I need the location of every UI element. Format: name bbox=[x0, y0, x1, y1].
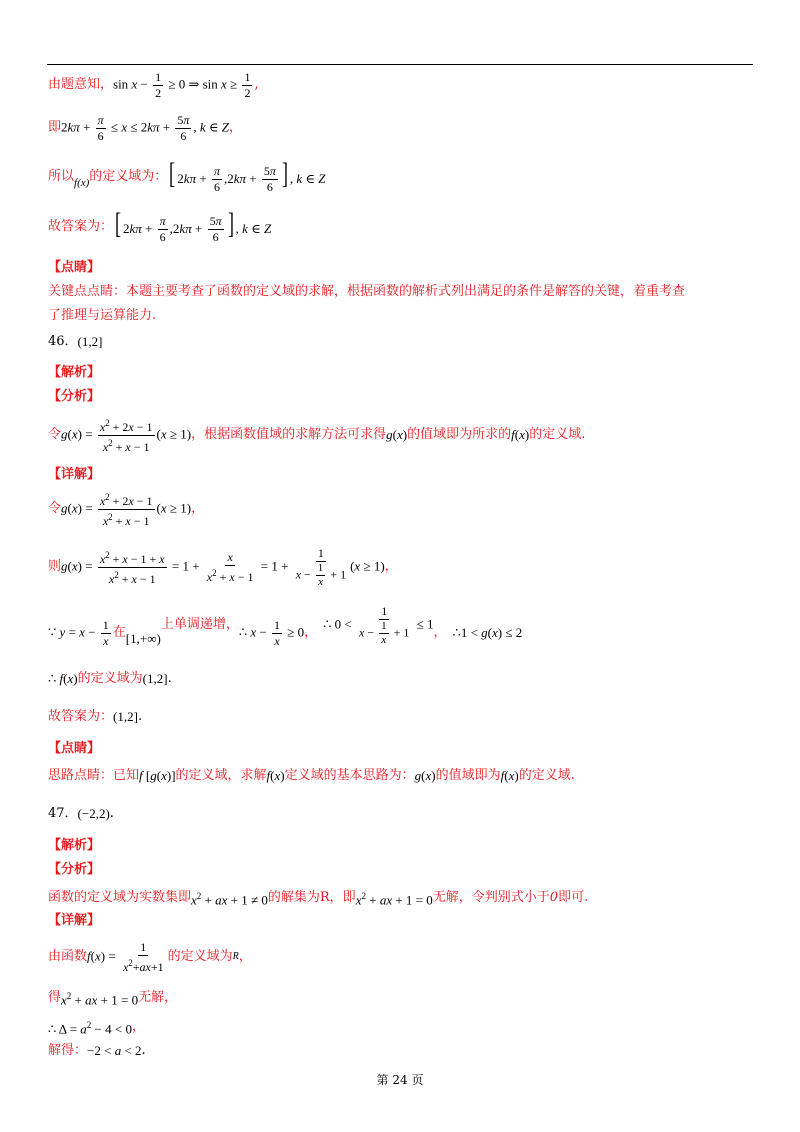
text: ，根据函数值域的求解方法可求得 bbox=[191, 427, 387, 442]
math-solution: −2 < a < 2 bbox=[87, 1043, 142, 1058]
section-heading-jiexi: 【解析】 bbox=[48, 365, 101, 380]
question-number: 47． bbox=[48, 806, 78, 821]
text: 的定义域为 bbox=[77, 671, 143, 686]
solution-line-2: 即 2kπ + $\frac{\pi}{6}$ ≤ x ≤ 2kπ + $\frac{5\pi}{6}$ , k ∈ Z ， bbox=[48, 112, 243, 143]
q47-fenxi-line bbox=[48, 887, 588, 909]
text: 函数的定义域为实数集即 bbox=[48, 890, 192, 906]
q46-detail-5: 故答案为： (1,2] . bbox=[48, 709, 143, 724]
math-g-def: g(x) = $\frac{x^2 + 2x - 1}{x^2 + x - 1}$ (x ≥ 1) bbox=[61, 491, 192, 528]
text: 无解，令判别式小于 bbox=[432, 890, 550, 906]
math-bound: ∴ 0 < 1 x − $\frac{1}{x}$ + 1 ≤ 1 bbox=[323, 603, 434, 646]
section-heading-xiangjie: 【详解】 bbox=[48, 467, 101, 482]
math-f-def: f(x) = $\frac{1}{x^2+ax+1}$ bbox=[87, 939, 164, 974]
text: 思路点睛：已知 bbox=[48, 768, 140, 783]
text: 则 bbox=[48, 559, 62, 574]
header-rule bbox=[47, 64, 753, 65]
text: 由题意知， bbox=[48, 77, 114, 92]
text: 得 bbox=[48, 990, 62, 1006]
math-eq: $x^2$ + ax + 1 = 0 bbox=[61, 991, 139, 1008]
math-fx: f(x) bbox=[511, 427, 530, 442]
solution-line-3 bbox=[48, 158, 326, 196]
q46-detail-2: 则 g(x) = $\frac{x^2 + x - 1 + x}{x^2 + x - 1}$ = 1 + $\frac{x}{x^2 + x - 1}$ = 1 + 1 x − $\frac{1}{x}$ + 1 (x ≥ 1) ， bbox=[48, 545, 398, 588]
text: 无解， bbox=[138, 990, 178, 1006]
answer: (1,2] bbox=[77, 334, 103, 349]
section-heading-dianjing: 【点睛】 bbox=[48, 260, 101, 275]
math-fx: f(x) bbox=[500, 768, 519, 783]
solution-line-4 bbox=[48, 208, 271, 246]
math-inequality: sin x − $\frac{1}{2}$ ≥ 0 ⇒ sin x ≥ $\frac{1}{2}$ bbox=[113, 69, 251, 100]
q46-detail-1: 令 g(x) = $\frac{x^2 + 2x - 1}{x^2 + x - 1}$ (x ≥ 1) ， bbox=[48, 491, 205, 528]
math-fx: f(x) bbox=[266, 768, 285, 783]
math-gx: g(x) bbox=[414, 768, 436, 783]
section-heading-fenxi: 【分析】 bbox=[48, 862, 101, 877]
text: 即可. bbox=[558, 890, 589, 906]
text: 0 bbox=[549, 890, 559, 906]
q47-detail-1: 由函数 f(x) = $\frac{1}{x^2+ax+1}$ 的定义域为 R ， bbox=[48, 939, 252, 974]
q47-detail-4: 解得： −2 < a < 2 . bbox=[48, 1043, 146, 1058]
question-47-header: 47． (−2,2) . bbox=[48, 806, 114, 821]
dianjing-body-2: 了推理与运算能力. bbox=[48, 308, 157, 323]
q46-fenxi-line bbox=[48, 417, 585, 453]
text: 的定义域. bbox=[518, 768, 575, 783]
text: 解得： bbox=[48, 1043, 88, 1058]
q46-dianjing-body bbox=[48, 767, 575, 785]
question-46-header bbox=[48, 333, 102, 351]
section-heading-fenxi: 【分析】 bbox=[48, 389, 101, 404]
math-fgx: f [g(x)] bbox=[139, 768, 176, 783]
math-fx: ∴ f(x) bbox=[48, 671, 78, 686]
math-fx: f(x) bbox=[74, 177, 90, 189]
text: 的定义域为 bbox=[167, 949, 233, 964]
text: 所以 bbox=[48, 169, 75, 184]
text: 的值域即为所求的 bbox=[407, 427, 512, 442]
section-heading-dianjing: 【点睛】 bbox=[48, 741, 101, 756]
math-eq: $x^2$ + ax + 1 = 0 bbox=[355, 891, 433, 908]
dianjing-body-1: 关键点点睛：本题主要考查了函数的定义域的求解，根据函数的解析式列出满足的条件是解答的关键，着重考查 bbox=[48, 284, 686, 299]
math-g-def: g(x) = $\frac{x^2 + 2x - 1}{x^2 + x - 1}$ (x ≥ 1) bbox=[61, 417, 192, 454]
math-R: R bbox=[232, 951, 239, 962]
text: 的定义域为： bbox=[89, 169, 168, 184]
text: 令 bbox=[48, 501, 62, 516]
math-interval: [1,+∞) bbox=[125, 631, 161, 646]
text: 令 bbox=[48, 427, 62, 442]
text: 故答案为： bbox=[48, 219, 114, 234]
text: 的定义域. bbox=[529, 427, 586, 442]
text: 由函数 bbox=[48, 949, 88, 964]
text: 故答案为： bbox=[48, 709, 114, 724]
q47-detail-3: ∴ $\Delta = a^2 - 4 < 0$ ， bbox=[48, 1016, 145, 1038]
text: 的定义域，求解 bbox=[175, 768, 267, 783]
math-interval: [ 2kπ + $\frac{\pi}{6}$ ,2kπ + $\frac{5\pi}{6}$ ] , k ∈ Z bbox=[169, 156, 326, 195]
question-number: 46． bbox=[48, 334, 78, 349]
math-gx: g(x) bbox=[386, 427, 408, 442]
section-heading-jiexi: 【解析】 bbox=[48, 838, 101, 853]
text: 上单调递增， bbox=[160, 617, 239, 632]
page-footer: 第 24 页 bbox=[376, 1073, 424, 1087]
text: 的解集为R，即 bbox=[267, 890, 356, 906]
text: 定义域的基本思路为： bbox=[284, 768, 415, 783]
q46-detail-4: ∴ f(x) 的定义域为 (1,2] . bbox=[48, 671, 172, 686]
math-interval: (1,2] bbox=[142, 671, 168, 686]
answer: (−2,2) bbox=[77, 806, 110, 821]
math-range: 2kπ + $\frac{\pi}{6}$ ≤ x ≤ 2kπ + $\frac{5\pi}{6}$ , k ∈ Z bbox=[61, 112, 230, 143]
q46-detail-3: ∵ y = x − $\frac{1}{x}$ 在 [1,+∞) 上单调递增， ∴ x − $\frac{1}{x}$ ≥ 0 ， ∴ 0 < 1 x − $\frac{1}{x}$ + 1 ≤ 1 ， ∴1 < g(x) ≤ 2 bbox=[48, 603, 523, 648]
math-interval: [ 2kπ + $\frac{\pi}{6}$ ,2kπ + $\frac{5\pi}{6}$ ] , k ∈ Z bbox=[115, 206, 272, 245]
math-ne: $x^2$ + ax + 1 ≠ 0 bbox=[191, 891, 268, 908]
text: 的值域即为 bbox=[435, 768, 501, 783]
math-g-transform: g(x) = $\frac{x^2 + x - 1 + x}{x^2 + x - 1}$ = 1 + $\frac{x}{x^2 + x - 1}$ = 1 + 1 x − $\frac{1}{x}$ + 1 (x ≥ 1) bbox=[61, 545, 385, 588]
math-ineq: ∴ x − $\frac{1}{x}$ ≥ 0 bbox=[238, 617, 305, 648]
math-interval: (1,2] bbox=[113, 709, 138, 724]
section-heading-xiangjie: 【详解】 bbox=[48, 913, 101, 928]
math-y-def: ∵ y = x − $\frac{1}{x}$ bbox=[48, 617, 109, 648]
solution-line-1: 由题意知， sin x − $\frac{1}{2}$ ≥ 0 ⇒ sin x ≥ $\frac{1}{2}$ , bbox=[48, 69, 259, 100]
text: 在 bbox=[112, 625, 126, 640]
math-g-range: ∴1 < g(x) ≤ 2 bbox=[452, 625, 523, 640]
q47-detail-2 bbox=[48, 987, 177, 1009]
text: 即 bbox=[48, 120, 62, 135]
math-discriminant: ∴ $\Delta = a^2 - 4 < 0$ bbox=[48, 1020, 132, 1037]
